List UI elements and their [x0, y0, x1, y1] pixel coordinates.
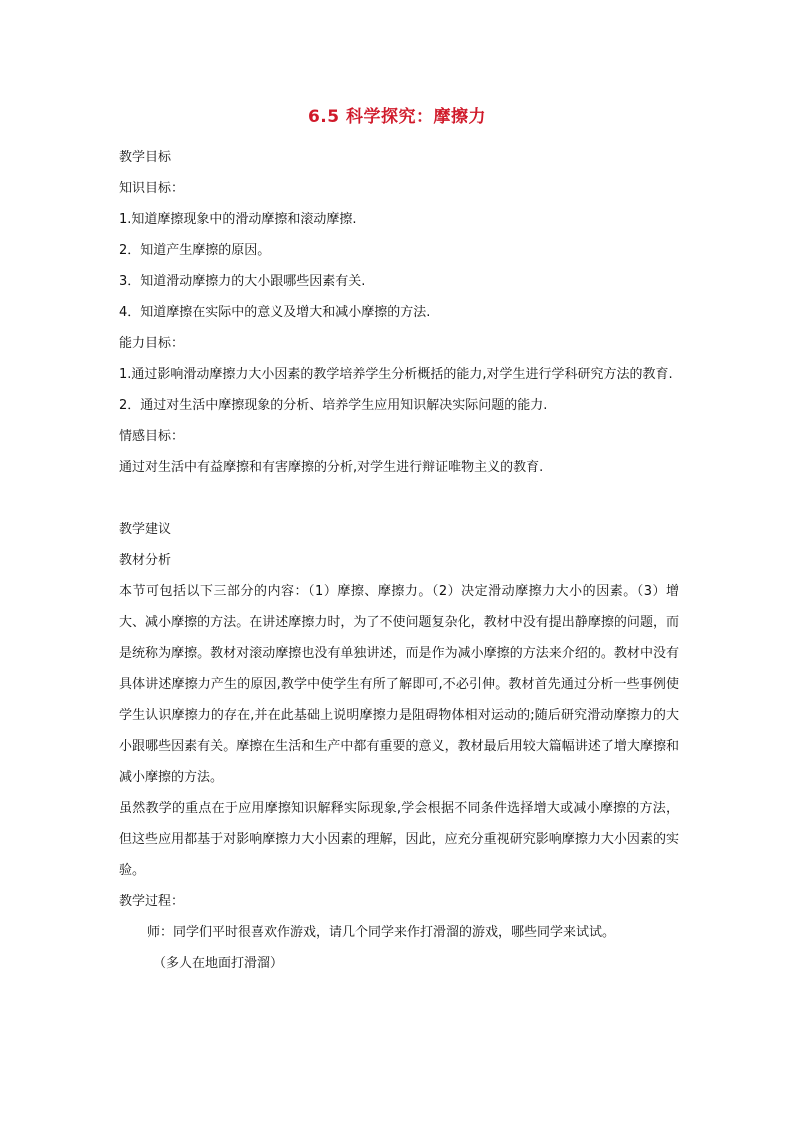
subheading-teaching-process: 教学过程： [119, 894, 185, 909]
subheading-ability-goals: 能力目标： [119, 336, 185, 351]
knowledge-goal-item: 2．知道产生摩擦的原因。 [119, 243, 271, 258]
document-body [119, 142, 679, 979]
ability-goal-item: 1.通过影响滑动摩擦力大小因素的教学培养学生分析概括的能力,对学生进行学科研究方法的教育. [119, 367, 673, 382]
subheading-textbook-analysis: 教材分析 [119, 553, 172, 568]
section-heading-teaching-suggestions: 教学建议 [119, 522, 172, 537]
blank-line [119, 483, 679, 514]
knowledge-goal-item: 4．知道摩擦在实际中的意义及增大和减小摩擦的方法. [119, 305, 431, 320]
ability-goal-item: 2．通过对生活中摩擦现象的分析、培养学生应用知识解决实际问题的能力. [119, 398, 548, 413]
emotion-goal-text: 通过对生活中有益摩擦和有害摩擦的分析,对学生进行辩证唯物主义的教育. [119, 460, 544, 475]
section-heading-teaching-goals: 教学目标 [119, 150, 172, 165]
document-title: 6.5 科学探究：摩擦力 [307, 107, 487, 127]
teacher-dialogue-line: 师：同学们平时很喜欢作游戏，请几个同学来作打滑溜的游戏，哪些同学来试试。 [147, 925, 616, 940]
stage-direction-note: （多人在地面打滑溜） [153, 956, 284, 971]
knowledge-goal-item: 3．知道滑动摩擦力的大小跟哪些因素有关. [119, 274, 366, 289]
subheading-emotion-goals: 情感目标： [119, 429, 185, 444]
subheading-knowledge-goals: 知识目标： [119, 181, 185, 196]
analysis-paragraph: 本节可包括以下三部分的内容：（1）摩擦、摩擦力。（2）决定滑动摩擦力大小的因素。（3）增大、减小摩擦的方法。在讲述摩擦力时，为了不使问题复杂化，教材中没有提出静摩擦的问题，而是统称为摩擦。教材对滚动摩擦也没有单独讲述，而是作为减小摩擦的方法来介绍的。教材中没有具体讲述摩擦力产生的原因,教学中使学生有所了解即可,不必引伸。教材首先通过分析一些事例使学生认识摩擦力的存在,并在此基础上说明摩擦力是阻碍物体相对运动的;随后研究滑动摩擦力的大小跟哪些因素有关。摩擦在生活和生产中都有重要的意义，教材最后用较大篇幅讲述了增大摩擦和减小摩擦的方法。 [119, 584, 679, 785]
knowledge-goal-item: 1.知道摩擦现象中的滑动摩擦和滚动摩擦. [119, 212, 357, 227]
analysis-paragraph: 虽然教学的重点在于应用摩擦知识解释实际现象,学会根据不同条件选择增大或减小摩擦的方法，但这些应用都基于对影响摩擦力大小因素的理解，因此，应充分重视研究影响摩擦力大小因素的实验。 [119, 801, 679, 878]
